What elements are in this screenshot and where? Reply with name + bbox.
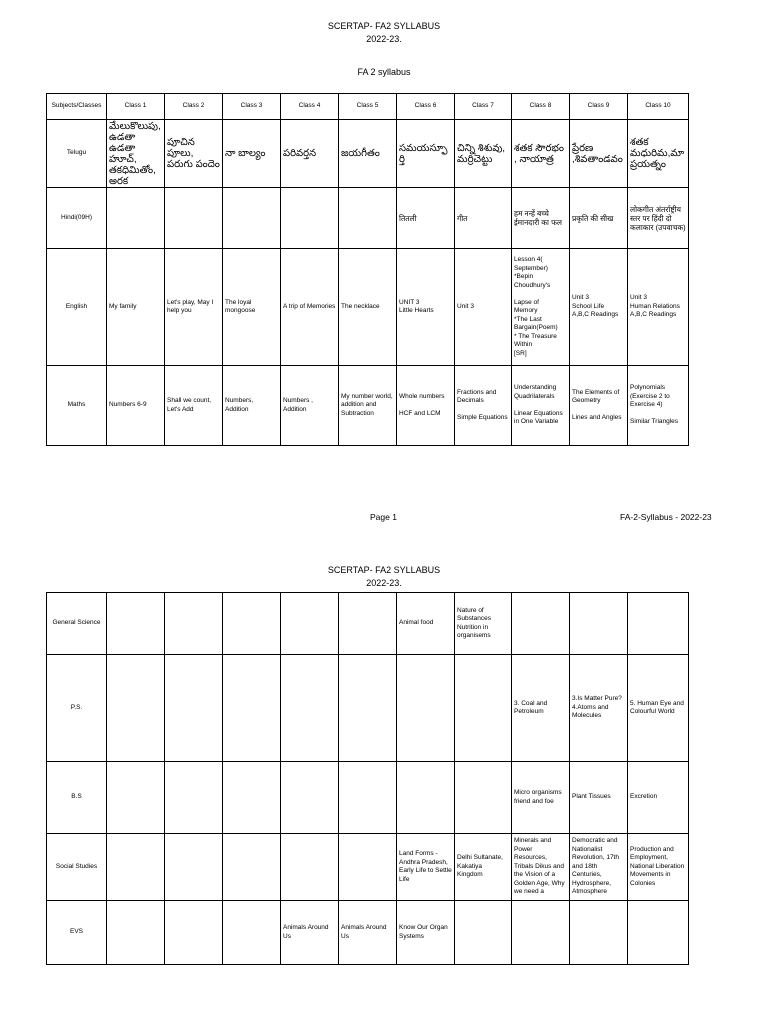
subject-label: English	[47, 249, 107, 366]
col-header: Class 4	[281, 94, 339, 120]
page-number: Page 1	[370, 512, 397, 522]
table-cell	[107, 834, 165, 901]
col-header: Class 1	[107, 94, 165, 120]
table-cell: A trip of Memories	[281, 249, 339, 366]
table-cell	[281, 762, 339, 834]
table-row-evs	[47, 901, 689, 965]
table-cell	[281, 834, 339, 901]
table-cell: Unit 3 Human Relations A,B,C Readings	[628, 249, 689, 366]
subject-label: Social Studies	[47, 834, 107, 901]
subject-label: Maths	[47, 366, 107, 446]
table-cell: 3.Is Matter Pure? 4.Atoms and Molecules	[570, 655, 628, 762]
table-cell	[165, 901, 223, 965]
col-header: Class 5	[339, 94, 397, 120]
table-cell	[107, 901, 165, 965]
table-cell: लोकगीत अंतर्राष्ट्रीय स्तर पर हिंदी दो कलाकार (उपवाचक)	[628, 188, 689, 249]
table-cell: Democratic and Nationalist Revolution, 17th and 18th Centuries, Hydrosphere, Atmosphere	[570, 834, 628, 901]
table-cell: Fractions and Decimals Simple Equations	[455, 366, 512, 446]
table-cell: The necklace	[339, 249, 397, 366]
table-cell: UNIT 3 Little Hearts	[397, 249, 455, 366]
table-row-bs	[47, 762, 689, 834]
table-cell: ప్రేరణ ,శివతాండవం	[570, 120, 628, 188]
col-header: Class 2	[165, 94, 223, 120]
table-cell: మేలుకొలుపు, ఉడతా ఉడతా హూచ్, తకధిమితోం, అరక	[107, 120, 165, 188]
table-cell: The Elements of Geometry Lines and Angles	[570, 366, 628, 446]
table-cell	[165, 655, 223, 762]
table-cell: Numbers 6-9	[107, 366, 165, 446]
header-row	[47, 94, 689, 120]
col-header: Class 6	[397, 94, 455, 120]
table-cell	[281, 593, 339, 655]
table-cell: Animals Around Us	[339, 901, 397, 965]
table-cell: Nature of Substances Nutrition in organisems	[455, 593, 512, 655]
table-cell: Let's play, May I help you	[165, 249, 223, 366]
table-cell: Animal food	[397, 593, 455, 655]
table-cell: Excretion	[628, 762, 689, 834]
table-cell: Plant Tissues	[570, 762, 628, 834]
table-cell: Unit 3 School Life A,B,C Readings	[570, 249, 628, 366]
table-cell: My family	[107, 249, 165, 366]
page1-header-line2: 2022-23.	[366, 34, 402, 44]
col-header: Class 8	[512, 94, 570, 120]
subject-label: B.S	[47, 762, 107, 834]
table-cell	[397, 655, 455, 762]
table-cell	[107, 655, 165, 762]
page2-header-line1: SCERTAP- FA2 SYLLABUS	[327, 565, 441, 575]
table-cell: Delhi Sultanate, Kakatiya Kingdom	[455, 834, 512, 901]
table-cell	[339, 762, 397, 834]
col-header: Class 3	[223, 94, 281, 120]
table-cell	[455, 901, 512, 965]
table-cell	[512, 901, 570, 965]
table-cell	[223, 593, 281, 655]
table-cell	[628, 593, 689, 655]
table-cell	[455, 762, 512, 834]
subject-label: Telugu	[47, 120, 107, 188]
table-cell: तितली	[397, 188, 455, 249]
table-cell: Understanding Quadrilaterals Linear Equations in One Variable	[512, 366, 570, 446]
table-cell: Lesson 4( September) *Bepin Choudhury's Lapse of Memory *The Last Bargain(Poem) * The Treasure Within [SR]	[512, 249, 570, 366]
table-cell: Land Forms - Andhra Pradesh, Early Life to Settle Life	[397, 834, 455, 901]
table-cell	[397, 762, 455, 834]
table-row-english	[47, 249, 689, 366]
table-cell: Animals Around Us	[281, 901, 339, 965]
table-row-general-science	[47, 593, 689, 655]
table-cell: हम नन्हें बच्चे ईमानदारी का फल	[512, 188, 570, 249]
table-cell: శతక మధురిమ,మా ప్రయత్నం	[628, 120, 689, 188]
table-cell	[570, 901, 628, 965]
table-row-hindi	[47, 188, 689, 249]
subject-label: EVS	[47, 901, 107, 965]
table-cell: Minerals and Power Resources, Tribals Dikus and the Vision of a Golden Age, Why we need a	[512, 834, 570, 901]
table-row-ps	[47, 655, 689, 762]
table-cell: Know Our Organ Systems	[397, 901, 455, 965]
table-cell: Numbers, Addition	[223, 366, 281, 446]
syllabus-table-page2	[46, 592, 689, 965]
table-cell	[339, 655, 397, 762]
table-cell	[165, 593, 223, 655]
table-cell	[281, 655, 339, 762]
table-cell: పరివర్తన	[281, 120, 339, 188]
table-row-maths	[47, 366, 689, 446]
table-cell	[107, 593, 165, 655]
table-cell	[628, 901, 689, 965]
col-header: Class 10	[628, 94, 689, 120]
table-cell	[223, 901, 281, 965]
table-cell	[223, 762, 281, 834]
table-cell: Numbers , Addition	[281, 366, 339, 446]
section-title: FA 2 syllabus	[357, 67, 411, 77]
table-cell	[223, 655, 281, 762]
table-cell	[107, 188, 165, 249]
table-cell: 3. Coal and Petroleum	[512, 655, 570, 762]
subject-label: Hindi(09H)	[47, 188, 107, 249]
syllabus-table-page1	[46, 93, 689, 446]
table-row-telugu	[47, 120, 689, 188]
footer-document-title: FA-2-Syllabus - 2022-23	[620, 512, 712, 522]
table-cell: నా బాల్యం	[223, 120, 281, 188]
col-header: Subjects/Classes	[47, 94, 107, 120]
table-cell	[339, 834, 397, 901]
table-cell: My number world, addition and Subtraction	[339, 366, 397, 446]
table-cell	[165, 834, 223, 901]
table-cell: गीत	[455, 188, 512, 249]
table-cell	[165, 188, 223, 249]
table-cell: Production and Employment, National Liberation Movements in Colonies	[628, 834, 689, 901]
col-header: Class 9	[570, 94, 628, 120]
subject-label: General Science	[47, 593, 107, 655]
table-cell	[223, 188, 281, 249]
table-cell	[570, 593, 628, 655]
table-cell: చిన్ని శిశువు, మర్రిచెట్టు	[455, 120, 512, 188]
table-cell: Unit 3	[455, 249, 512, 366]
table-cell: పూచిన పూలు, పరుగు పందెం	[165, 120, 223, 188]
table-cell	[281, 188, 339, 249]
table-cell: Whole numbers HCF and LCM	[397, 366, 455, 446]
subject-label: P.S.	[47, 655, 107, 762]
page2-header-line2: 2022-23.	[366, 578, 402, 588]
table-cell: సమయస్ఫూర్తి	[397, 120, 455, 188]
table-cell: The loyal mongoose	[223, 249, 281, 366]
table-cell	[455, 655, 512, 762]
page1-header-line1: SCERTAP- FA2 SYLLABUS	[327, 21, 441, 31]
table-cell	[339, 188, 397, 249]
table-cell	[339, 593, 397, 655]
table-cell	[107, 762, 165, 834]
table-cell	[165, 762, 223, 834]
table-cell: జయగీతం	[339, 120, 397, 188]
table-cell: శతక సౌరభం , నాయాత్ర	[512, 120, 570, 188]
table-cell: प्रकृति की सीख	[570, 188, 628, 249]
table-cell	[512, 593, 570, 655]
table-cell: Polynomials (Exercise 2 to Exercise 4) Similar Triangles	[628, 366, 689, 446]
table-cell	[223, 834, 281, 901]
col-header: Class 7	[455, 94, 512, 120]
table-cell: Micro organisms friend and foe	[512, 762, 570, 834]
table-cell: 5. Human Eye and Colourful World	[628, 655, 689, 762]
table-cell: Shall we count, Let's Add	[165, 366, 223, 446]
table-row-social-studies	[47, 834, 689, 901]
